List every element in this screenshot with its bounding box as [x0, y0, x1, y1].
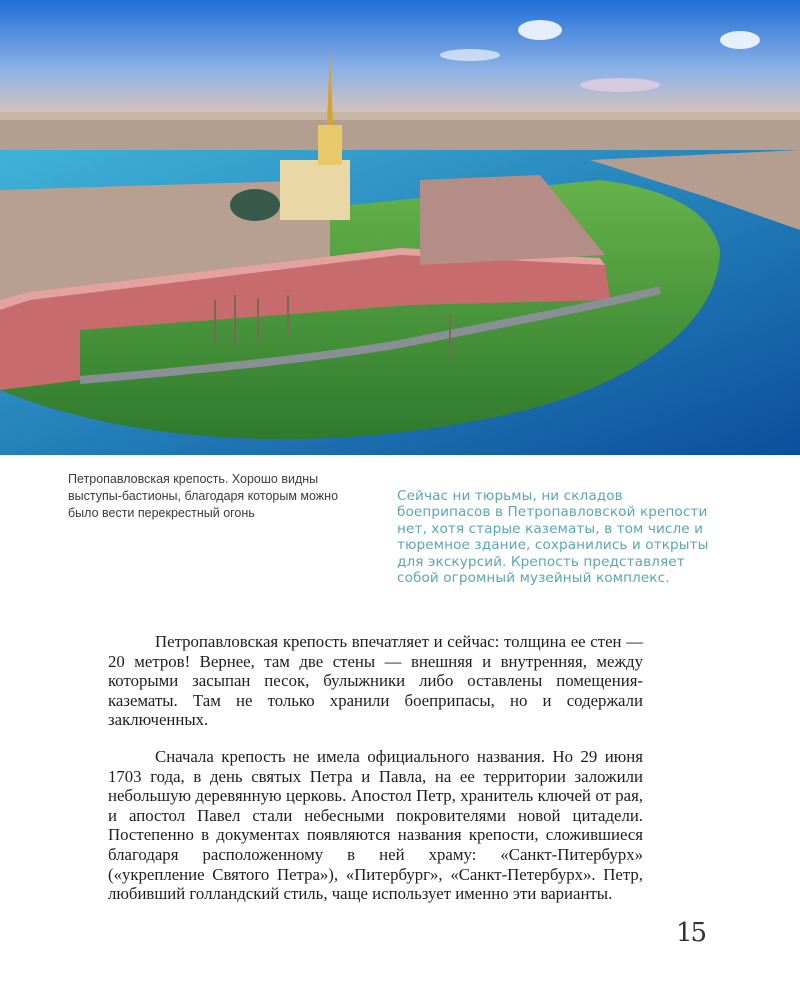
page-number: 15 [676, 918, 706, 948]
pull-quote: Сейчас ни тюрьмы, ни складов боеприпасов в Петропавловской крепости нет, хотя старые казематы, в том числе и тюремное здание, сохранились и открыты для экскурсий. Крепость представляет собой огромный музейный комплекс. [397, 488, 709, 587]
paragraph: Сначала крепость не имела официального названия. Но 29 июня 1703 года, в день святых Петра и Павла, на ее территории заложили небольшую деревянную церковь. Апостол Петр, хранитель ключей от рая, и апостол Павел стали небесными покровителями новой цитадели. Постепенно в документах появляются названия крепости, сложившиеся благодаря расположенному в ней храму: «Санкт-Питербурх» («укрепление Святого Петра»), «Питербург», «Санкт-Петербурх». Петр, любивший голландский стиль, чаще использует именно эти варианты. [108, 746, 643, 904]
fortress-aerial-photo [0, 0, 800, 455]
article-body [108, 632, 643, 921]
paragraph: Петропавловская крепость впечатляет и сейчас: толщина ее стен — 20 метров! Вернее, там две стены — внешняя и внутренняя, между которыми засыпан песок, булыжники либо оставлены помещения-казематы. Там не только хранили боеприпасы, но и содержали заключенных. [108, 632, 643, 730]
photo-caption: Петропавловская крепость. Хорошо видны выступы-бастионы, благодаря которым можно было вести перекрестный огонь [68, 472, 339, 520]
